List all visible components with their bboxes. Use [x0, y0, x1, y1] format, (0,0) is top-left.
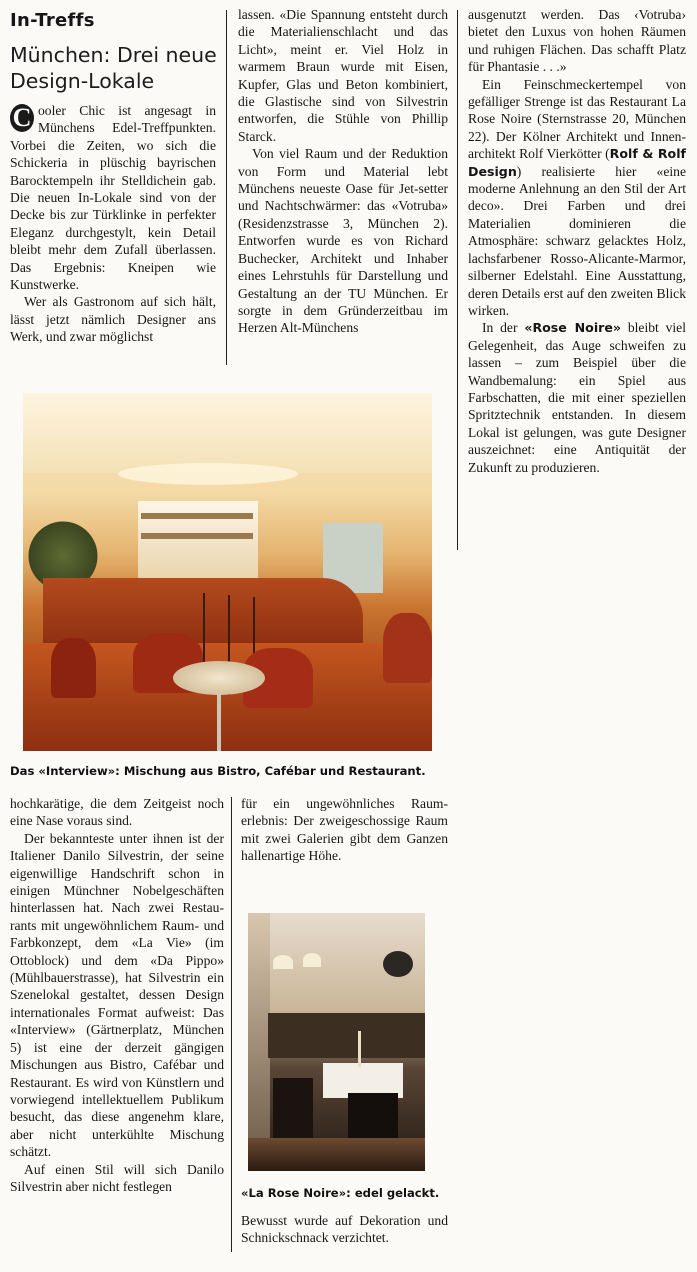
paragraph: In der «Rose Noire» bleibt viel Gelegenheit, das Auge schweifen zu lassen – zum Beispiel über die Wandbemalung: ein Spiel aus Farbschatten, die mit einer speziellen Spritztechnik entstanden. In diesem Lokal ist gelungen, was gute Designer auszeichnet: eine Antiquität der Zukunft zu produzieren.: [468, 320, 686, 475]
paragraph: ausgenutzt werden. Das ‹Votruba› bietet den Luxus von hohen Räumen und ruhigen Flächen. Das schafft Platz für Phantasie . . .»: [468, 7, 686, 75]
paragraph: Ein Feinschmeckertempel von gefälliger Strenge ist das Restaurant La Rose Noire (Sternstrasse 20, München 22). Der Kölner Architekt und Innenarchitekt Rolf Vierkötter (Rolf & Rolf Design) realisierte hier «eine moderne Anlehnung an den Stil der Art deco». Drei Farben und drei Materialien dominieren die Atmosphäre: schwarz gelacktes Holz, lachsfarbener Rosso-Alicante-Marmor, silberner Edelstahl. Eine Ausstattung, deren Details erst auf den zweiten Blick wirken.: [468, 76, 686, 318]
column-rule: [226, 10, 227, 365]
photo-caption-rose-noire: «La Rose Noire»: edel gelackt.: [241, 1186, 440, 1200]
column-2: [238, 6, 448, 337]
interview-bar-photo: [23, 393, 432, 751]
bottom-column-1: [10, 795, 224, 1195]
paragraph: Von viel Raum und der Reduktion von Form und Material lebt Münchens neueste Oase für Jet-setter und Nachtschwärmer: das «Votruba» (Residenzstrasse 3, München 2). Entworfen wurde es von Richard Buchecker, Architekt und Inhaber eines Lehrstuhls für Darstellung und Gestaltung an der TU München. Er sorgte in dem Gründerzeitbau im Herzen Alt-Münchens: [238, 146, 448, 336]
column-1: [10, 102, 216, 346]
paragraph: Wer als Gastronom auf sich hält, lässt jetzt nämlich Designer ans Werk, und zwar möglichst: [10, 294, 216, 345]
intro-text: ooler Chic ist angesagt in Münchens Edel-Treffpunkten. Vorbei die Zeiten, wo sich die Schickeria in plüschig bayrischen Barocktempeln ihr Stelldichein gab. Die neuen In-Lokale sind von der Decke bis zur Türklinke in perfekter Eleganz durchgestylt, kein Detail bleibt mehr dem Zufall überlassen. Das Ergebnis: Kneipen wie Kunstwerke.: [10, 103, 216, 293]
bottom-column-2-continued: [241, 1212, 448, 1247]
drop-cap: C: [10, 104, 34, 132]
designer-name: Rolf & Rolf Design: [468, 146, 686, 179]
column-rule: [457, 10, 458, 550]
paragraph: Der bekannteste unter ihnen ist der Italiener Danilo Silvestrin, der seine eigenwillige Handschrift schon in einigen Münchner Nobelgeschäften hinterlassen hat. Nach zwei Restaurants mit ungewöhnlichem Raum- und Farbkonzept, dem «La Vie» (im Ottoblock) und dem «Da Pippo» (Mühlbauerstrasse), hat Silvestrin ein Szenelokal gestaltet, dessen Design internationales Format aufweist: Das «Interview» (Gärtnerplatz, München 5) ist eine der derzeit gängigen Mischungen aus Bistro, Cafébar und Restaurant. Es wird von Künstlern und vorwiegend intellektuellem Publikum besucht, das diese angenehm klare, aber nicht unterkühlte Mischung schätzt.: [10, 830, 224, 1160]
paragraph: Bewusst wurde auf Dekoration und Schnickschnack verzichtet.: [241, 1213, 448, 1246]
paragraph: lassen. «Die Spannung entsteht durch die Materialienschlacht und das Licht», meint er. Viel Holz in warmem Braun wurde mit Eisen, Kupfer, Glas und Beton kombiniert, die Glastische sind von Silvestrin entworfen, die Stühle von Phillip Starck.: [238, 7, 448, 144]
column-rule: [231, 797, 232, 1252]
restaurant-name: «Rose Noire»: [524, 320, 622, 336]
rose-noire-photo: [248, 913, 425, 1171]
article-title: München: Drei neue Design-Lokale: [10, 43, 217, 93]
section-label: In-Treffs: [10, 10, 95, 31]
intro-paragraph: [10, 102, 216, 293]
paragraph: für ein ungewöhnliches Raumerlebnis: Der zweigeschossige Raum mit zwei Galerien gibt dem Ganzen hallenartige Höhe.: [241, 796, 448, 864]
photo-caption-interview: Das «Interview»: Mischung aus Bistro, Cafébar und Restaurant.: [10, 764, 426, 778]
paragraph: Auf einen Stil will sich Danilo Silvestrin aber nicht festlegen: [10, 1161, 224, 1194]
bottom-column-2: [241, 795, 448, 865]
column-3: [468, 6, 686, 476]
paragraph: hochkarätige, die dem Zeitgeist noch eine Nase voraus sind.: [10, 796, 224, 829]
